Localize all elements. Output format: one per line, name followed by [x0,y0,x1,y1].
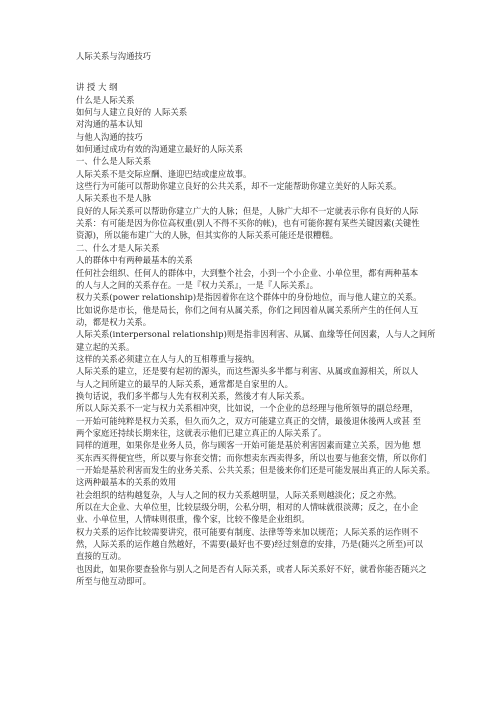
text-line: 二、什么才是人际关系 [76,242,160,253]
text-line: 资源)，所以能布建广大的人脉，但其实你的人际关系可能还是很糟糕。 [76,230,339,241]
text-line: 买东西买得便宜些，所以要与你套交情；而你想卖东西卖得多，所以也要与他套交情，所以你们 [76,452,427,463]
text-line: 对沟通的基本认知 [76,119,143,130]
text-line: 人际关系也不是人脉 [76,193,152,204]
text-line: 这两种最基本的关系的效用 [76,477,177,488]
text-line: 一、什么是人际关系 [76,156,152,167]
text-line: 良好的人际关系可以帮助你建立广大的人脉；但是，人脉广大却不一定就表示你有良好的人际 [76,205,419,216]
text-line: 直接的互动。 [76,551,127,562]
text-line: 一开始是基於利害而发生的业务关系、公共关系；但是後来你们还是可能发展出真正的人际关系。 [76,465,435,475]
text-line: 讲 授 大 纲 [76,82,118,93]
text-line: 如何与人建立良好的 人际关系 [76,107,188,118]
text-line: 动，都是权力关系。 [76,316,152,327]
text-line: 一开始可能纯粹是权力关系，但久而久之，双方可能建立真正的交情，最後退休後两人或甚 至 [76,415,421,426]
text-line: 所以人际关系不一定与权力关系相冲突，比如说，一个企业的总经理与他所领导的副总经理， [76,403,419,414]
text-line: 人的群体中有两种最基本的关系 [76,255,193,266]
text-line: 同样的道理，如果你是业务人员，你与顾客一开始可能是基於利害因素而建立关系，因为他 想 [76,440,421,451]
text-line: 权力关系(power relationship)是指因着你在这个群体中的身份地位，而与他人建立的关系。 [76,292,422,303]
document-body [76,81,450,587]
text-line: 的人与人之间的关系存在。一是『权力关系』，一是『人际关系』。 [76,279,319,290]
text-line: 这些行为可能可以帮助你建立良好的公共关系，却不一定能帮助你建立美好的人际关系。 [76,181,402,192]
text-line: 所以在大企业、大单位里，比较层级分明，公私分明，相对的人情味就很淡薄；反之，在小企 [76,502,419,513]
text-line: 与他人沟通的技巧 [76,131,143,142]
text-line: 人际关系的建立，还是要有起初的源头，而这些源头多半都与利害、从属或血源相关，所以人 [76,366,419,377]
text-line: 什么是人际关系 [76,94,135,105]
text-line: 社会组织的结构越复杂，人与人之间的权力关系越明显，人际关系则越淡化；反之亦然。 [76,489,402,500]
text-line: 任何社会组织、任何人的群体中，大到整个社会，小到一个小企业、小单位里，都有两种基本 [76,267,419,278]
text-line: 权力关系的运作比较需要讲究，很可能要有制度、法律等等来加以规范；人际关系的运作则不 [76,526,419,537]
text-line: 然，人际关系的运作越自然越好，不需要(最好也不要)经过刻意的安排，乃是(随兴之所至)可以 [76,539,424,550]
text-line: 人际关系(interpersonal relationship)则是指非因利害、从属、血缘等任何因素，人与人之间所 [76,329,436,340]
text-line: 业、小单位里，人情味则很重，像个家，比较不像是企业组织。 [76,514,310,525]
text-line: 关系：有可能是因为你位高权重(别人不得不买你的帐)，也有可能你握有某些关键因素(关键性 [76,218,420,229]
text-line: 所至与他互动即可。 [76,576,152,587]
document-title: 人际关系与沟通技巧 [76,51,152,61]
text-line: 两个家庭还持续长期来往，这就表示他们已建立真正的人际关系了。 [76,427,327,438]
text-line: 也因此，如果你要查验你与别人之间是否有人际关系，或者人际关系好不好，就看你能否随兴之 [76,563,427,574]
text-line: 与人之间所建立的最早的人际关系，通常都是自家里的人。 [76,378,294,389]
text-line: 比如说你是市长，他是局长，你们之间有从属关系，你们之间因着从属关系所产生的任何人互 [76,304,419,315]
text-line: 换句话说，我们多半都与人先有权利关系，然後才有人际关系。 [76,390,310,401]
text-line: 这样的关系必须建立在人与人的互相尊重与接纳。 [76,353,260,364]
text-line: 人际关系不是交际应酬、逢迎巴结或虚应故事。 [76,168,252,179]
text-line: 建立起的关系。 [76,341,135,352]
text-line: 如何通过成功有效的沟通建立最好的人际关系 [76,144,243,155]
